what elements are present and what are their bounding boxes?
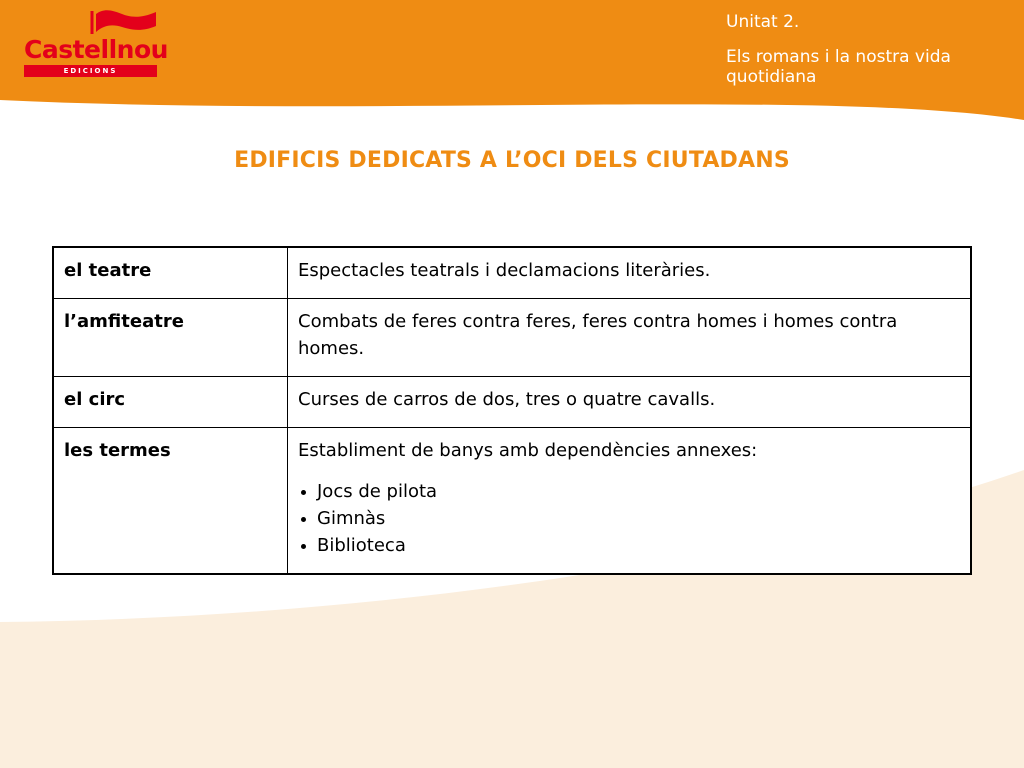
- list-item: Biblioteca: [298, 532, 960, 559]
- list-item: Jocs de pilota: [298, 478, 960, 505]
- table-cell-term: el teatre: [53, 247, 288, 299]
- leisure-buildings-table: [52, 246, 972, 575]
- facilities-list: [298, 478, 960, 559]
- table-row: [53, 247, 971, 299]
- table-cell-term: les termes: [53, 428, 288, 575]
- table-cell-description: Combats de feres contra feres, feres contra homes i homes contra homes.: [288, 299, 972, 377]
- description-text: Establiment de banys amb dependències annexes:: [298, 440, 758, 461]
- table-cell-description: [288, 428, 972, 575]
- logo-subtitle: EDICIONS: [24, 65, 157, 77]
- logo-flag-icon: [90, 8, 160, 34]
- unit-subtitle: Els romans i la nostra vida quotidiana: [726, 47, 951, 87]
- table-cell-description: Curses de carros de dos, tres o quatre cavalls.: [288, 377, 972, 428]
- page-title: EDIFICIS DEDICATS A L’OCI DELS CIUTADANS: [234, 148, 790, 173]
- table-row: [53, 428, 971, 575]
- table-row: [53, 299, 971, 377]
- table-row: [53, 377, 971, 428]
- castellnou-logo: [22, 8, 168, 78]
- table-cell-term: el circ: [53, 377, 288, 428]
- logo-brand-text: Castellnou: [24, 35, 168, 64]
- table-cell-description: Espectacles teatrals i declamacions literàries.: [288, 247, 972, 299]
- list-item: Gimnàs: [298, 505, 960, 532]
- table-cell-term: l’amfiteatre: [53, 299, 288, 377]
- unit-header: [726, 12, 1016, 87]
- unit-title: Unitat 2.: [726, 12, 800, 32]
